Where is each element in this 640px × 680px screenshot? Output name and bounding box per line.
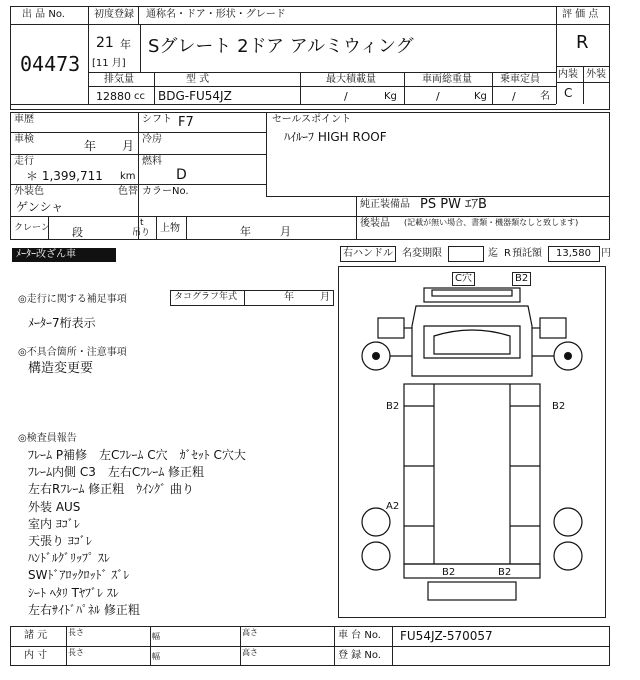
ac-label: 冷房 [142, 134, 162, 145]
inspector-line: ﾌﾚｰﾑ P補修 左Cﾌﾚｰﾑ C穴 ｶﾞｾｯﾄ C穴大 [28, 448, 246, 462]
tachograph-label: タコグラフ年式 [174, 292, 238, 302]
inspection-year-unit: 年 [84, 139, 97, 153]
inspector-line: ｼｰﾄ ﾍﾀﾘ Tﾔﾌﾞﾚ ｽﾚ [28, 585, 119, 600]
inspector-line: 左右ｻｲﾄﾞﾊﾟﾈﾙ 修正粗 [28, 602, 140, 617]
mark-bottom-right: B2 [498, 567, 512, 578]
history-label: 車歴 [14, 114, 34, 125]
grade-value: R [576, 32, 589, 53]
max-load-value: / [344, 90, 348, 103]
inspection-label: 車検 [14, 134, 34, 145]
crane-step-unit: 段 [72, 226, 83, 239]
mileage-value: ＊ 1,399,711 [26, 169, 103, 183]
first-reg-year: 21 [96, 35, 114, 51]
deadline-mark: 迄 [488, 248, 498, 259]
model-code-label: 型 式 [186, 74, 210, 85]
sales-point-label: セールスポイント [272, 114, 352, 125]
upper-year-unit: 年 [240, 225, 251, 238]
gross-weight-unit: Kg [474, 91, 487, 102]
footer-row1-label: 諸 元 [24, 630, 48, 641]
equipment-value: PS PW ｴｱB [420, 197, 487, 212]
run-notes-title: ◎走行に関する補足事項 [18, 294, 127, 305]
mileage-unit: km [120, 171, 136, 182]
inspector-line: 左右Rﾌﾚｰﾑ 修正粗 ｳｲﾝｸﾞ 曲り [28, 482, 194, 497]
mark-left-lower: A2 [386, 501, 400, 512]
mark-left-upper: B2 [386, 401, 400, 412]
chassis-no: FU54JZ-570057 [400, 629, 493, 643]
reg-label: 登 録 No. [338, 650, 381, 661]
width-label-2: 幅 [152, 652, 160, 661]
lot-label: 出 品 No. [22, 9, 65, 20]
crane-label: クレーン [14, 223, 50, 233]
interior-grade: C [564, 86, 573, 100]
capacity-label: 乗車定員 [500, 74, 540, 85]
inspector-line: SWﾄﾞｱﾛｯｸﾛｯﾄﾞ ｽﾞﾚ [28, 568, 130, 583]
aftermarket-label: 後装品 [360, 218, 390, 229]
max-load-unit: Kg [384, 91, 397, 102]
truck-top-view-diagram [338, 266, 606, 618]
chassis-label: 車 台 No. [338, 630, 381, 641]
inspector-report [28, 447, 328, 619]
inspector-line: 天張り ﾖｺﾞﾚ [28, 534, 92, 549]
exterior-label: 外装 [586, 69, 606, 80]
first-reg-year-unit: 年 [120, 38, 131, 51]
crane-ton-unit: t [140, 218, 144, 228]
equipment-label: 純正装備品 [360, 199, 410, 210]
inspector-title: ◎検査員報告 [18, 433, 77, 444]
color-change-label: 色替 [118, 186, 138, 197]
mark-right-upper: B2 [552, 401, 566, 412]
recycle-prefix: R [504, 248, 511, 259]
defects-value: 構造変更要 [28, 361, 94, 376]
inspector-line: 外装 AUS [28, 499, 81, 514]
inspection-month-unit: 月 [122, 139, 135, 153]
sales-point-value: ﾊｲﾙｰﾌ HIGH ROOF [284, 130, 387, 144]
width-label-1: 幅 [152, 632, 160, 641]
gross-weight-label: 車両総重量 [422, 74, 472, 85]
color-no-label: カラーNo. [142, 186, 189, 197]
capacity-unit: 名 [540, 91, 550, 102]
upper-label: 上物 [160, 223, 180, 234]
fuel-value: D [176, 167, 187, 183]
length-label-1: 長さ [68, 628, 84, 637]
grade-label: 評 価 点 [562, 9, 599, 20]
crane-ton-sub: 吊り [132, 228, 151, 238]
length-label-2: 長さ [68, 648, 84, 657]
lot-number: 04473 [20, 52, 81, 76]
name-change-box [448, 246, 484, 262]
shift-value: F7 [178, 115, 194, 130]
first-reg-month: [11 月] [92, 58, 126, 69]
name-change-label: 名変期限 [402, 248, 442, 259]
gross-weight-value: / [436, 90, 440, 103]
ext-color-value: ゲンシャ [16, 200, 64, 214]
height-label-2: 高さ [242, 648, 258, 657]
tachograph-year-unit: 年 [284, 292, 294, 303]
shift-label: シフト [142, 114, 172, 125]
inspector-line: ﾌﾚｰﾑ内側 C3 左右Cﾌﾚｰﾑ 修正粗 [28, 465, 205, 480]
interior-label: 内装 [558, 69, 578, 80]
mark-top-left: C穴 [452, 272, 475, 286]
mark-bottom-left: B2 [442, 567, 456, 578]
max-load-label: 最大積載量 [326, 74, 376, 85]
recycle-label: 預託額 [512, 248, 542, 259]
mileage-label: 走行 [14, 156, 34, 167]
right-hand-drive-box: 右ハンドル [340, 246, 396, 262]
inspector-line: 室内 ﾖｺﾞﾚ [28, 516, 80, 531]
tachograph-month-unit: 月 [320, 292, 330, 303]
upper-month-unit: 月 [280, 225, 291, 238]
first-reg-label: 初度登録 [94, 9, 134, 20]
defect-title: ◎不具合箇所・注意事項 [18, 347, 127, 358]
recycle-unit: 円 [601, 248, 611, 259]
recycle-value: 13,580 [556, 248, 591, 259]
fuel-label: 燃料 [142, 156, 162, 167]
footer-row2-label: 内 寸 [24, 650, 48, 661]
displacement-label: 排気量 [104, 74, 134, 85]
capacity-value: / [512, 90, 516, 103]
run-notes-value: ﾒｰﾀｰ7桁表示 [28, 316, 96, 330]
displacement-value: 12880 [96, 90, 131, 103]
displacement-unit: cc [134, 91, 145, 102]
inspector-line: ﾊﾝﾄﾞﾙｸﾞﾘｯﾌﾟ ｽﾚ [28, 551, 110, 566]
mark-top-right: B2 [512, 272, 531, 286]
meter-tamper-badge: ﾒｰﾀｰ改ざん車 [12, 248, 116, 262]
aftermarket-note: (記載が無い場合、書類・機器類なしと致します) [404, 218, 579, 227]
model-name: Sグレート 2ドア アルミウィング [148, 36, 414, 57]
name-label: 通称名・ドア・形状・グレード [146, 9, 286, 20]
height-label-1: 高さ [242, 628, 258, 637]
model-code: BDG-FU54JZ [158, 89, 232, 103]
ext-color-label: 外装色 [14, 186, 44, 197]
